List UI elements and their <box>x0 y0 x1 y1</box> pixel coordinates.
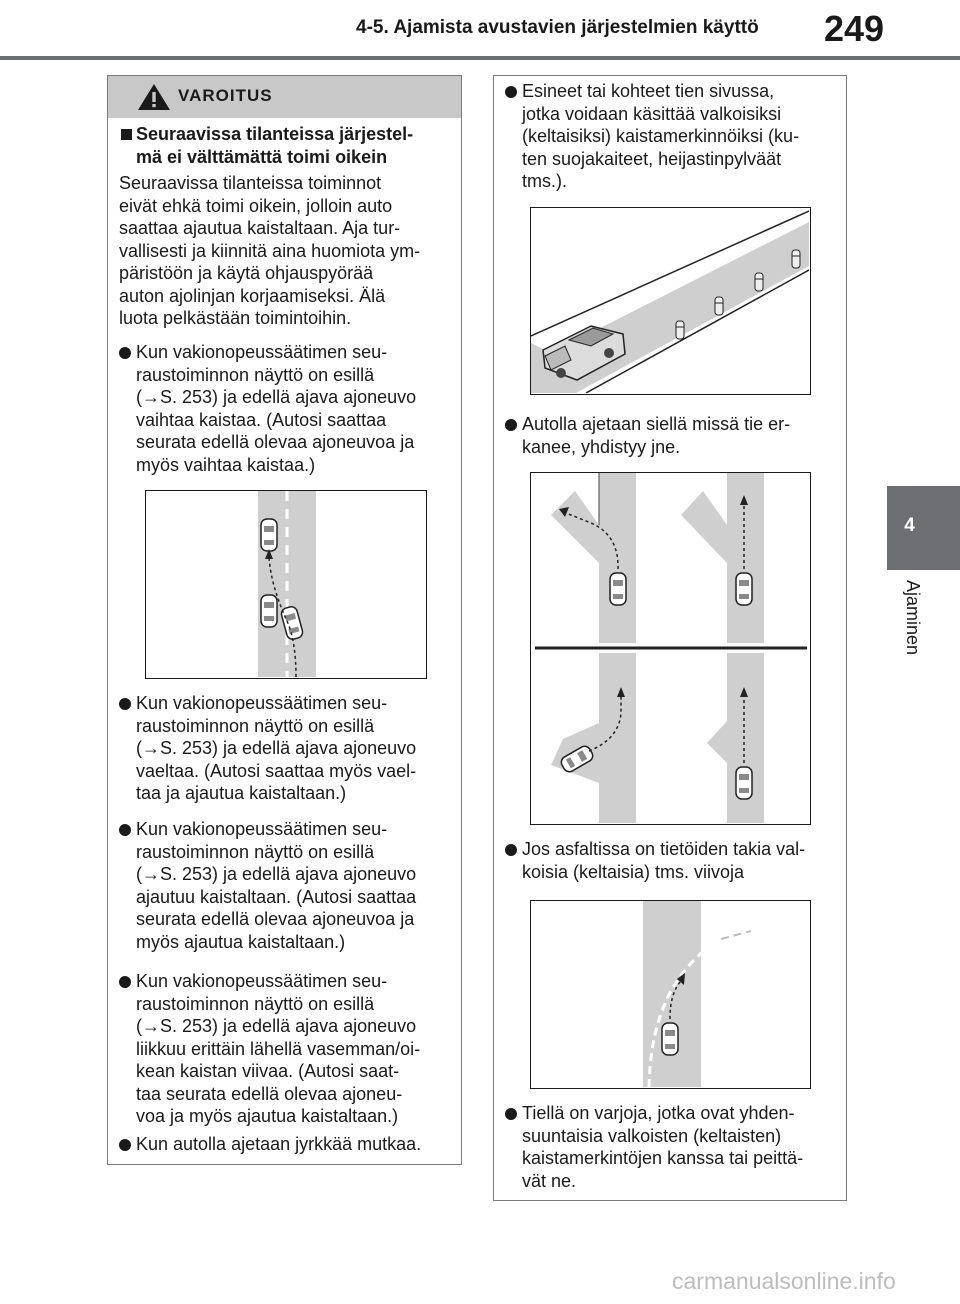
text-line: suuntaisia valkoisten (keltaisten) <box>522 1125 782 1146</box>
text-line: Esineet tai kohteet tien sivussa, <box>522 81 775 101</box>
car-icon <box>261 519 277 551</box>
text-line: kanee, yhdistyy jne. <box>522 436 681 457</box>
text-line: vaihtaa kaistaa. (Autosi saattaa <box>136 409 387 430</box>
warning-triangle-icon <box>136 82 172 112</box>
bullet-icon <box>119 976 131 988</box>
post-icon <box>676 321 684 339</box>
car-icon <box>736 573 752 605</box>
warning-bullet <box>136 1133 421 1156</box>
list-bullet <box>522 80 799 193</box>
bullet-icon <box>505 419 517 431</box>
text-line: Kun vakionopeussäätimen seu- <box>136 693 388 713</box>
text-line: luota pelkästään toimintoihin. <box>119 308 352 328</box>
text-line: auton ajolinjan korjaamiseksi. Älä <box>119 285 386 306</box>
text-line: seurata edellä olevaa ajoneuvoa ja <box>136 432 415 452</box>
warning-bullet <box>136 692 416 805</box>
text-line: Kun autolla ajetaan jyrkkää mutkaa. <box>136 1134 422 1154</box>
text-line: raustoiminnon näyttö on esillä <box>136 841 375 862</box>
text-line: tms.). <box>522 171 567 191</box>
footer-watermark: carmanualsonline.info <box>672 1268 896 1294</box>
text-line: koisia (keltaisia) tms. viivoja <box>522 861 745 882</box>
bullet-icon <box>505 844 517 856</box>
warning-banner <box>108 76 461 118</box>
car-icon <box>662 1023 678 1055</box>
text-line: Autolla ajetaan siellä missä tie er- <box>522 414 791 434</box>
text-line: myös vaihtaa kaistaa.) <box>136 454 316 475</box>
list-bullet <box>522 1102 803 1192</box>
warning-subheading <box>136 123 413 168</box>
text-line: ten suojakaiteet, heijastinpylväät <box>522 148 782 169</box>
warning-bullet <box>136 341 416 476</box>
text-line: Kun vakionopeussäätimen seu- <box>136 342 388 362</box>
square-bullet-icon <box>121 129 132 140</box>
text-line: (→S. 253) ja edellä ajava ajoneuvo <box>136 387 417 407</box>
text-line: Jos asfaltissa on tietöiden takia val- <box>522 839 806 859</box>
text-line: kean kaistan viivaa. (Autosi saat- <box>136 1061 400 1081</box>
text-line: jotka voidaan käsittää valkoisiksi <box>522 103 782 124</box>
text-line: raustoiminnon näyttö on esillä <box>136 364 375 385</box>
text-line: päristöön ja käytä ohjauspyörää <box>119 263 374 283</box>
list-bullet <box>522 838 805 883</box>
car-icon <box>736 767 752 799</box>
figure-roadside-objects <box>530 207 811 395</box>
text-line: liikkuu erittäin lähellä vasemman/oi- <box>136 1038 421 1059</box>
bullet-icon <box>119 824 131 836</box>
text-line: Tiellä on varjoja, jotka ovat yhden- <box>522 1103 795 1123</box>
chapter-tab-number: 4 <box>904 515 915 536</box>
text-line: (→S. 253) ja edellä ajava ajoneuvo <box>136 864 417 884</box>
car-icon <box>261 595 277 627</box>
bullet-icon <box>119 1139 131 1151</box>
figure-construction-lines <box>530 900 811 1089</box>
text-line: myös ajautua kaistaltaan.) <box>136 931 346 952</box>
list-bullet <box>522 413 790 458</box>
post-icon <box>715 297 723 315</box>
text-line: saattaa ajautua kaistaltaan. Aja tur- <box>119 218 401 238</box>
text-line: vaeltaa. (Autosi saattaa myös vael- <box>136 760 417 781</box>
warning-bullet <box>136 970 420 1128</box>
warning-bullet <box>136 818 416 953</box>
bullet-icon <box>505 86 517 98</box>
text-line: raustoiminnon näyttö on esillä <box>136 993 375 1014</box>
text-line: vät ne. <box>522 1170 577 1191</box>
bullet-icon <box>119 347 131 359</box>
text-line: Seuraavissa tilanteissa toiminnot <box>119 173 382 193</box>
bullet-icon <box>119 698 131 710</box>
text-line: (→S. 253) ja edellä ajava ajoneuvo <box>136 1016 417 1036</box>
text-line: Kun vakionopeussäätimen seu- <box>136 971 388 991</box>
chapter-tab-label: Ajaminen <box>903 580 923 656</box>
text-line: raustoiminnon näyttö on esillä <box>136 715 375 736</box>
text-line: eivät ehkä toimi oikein, jolloin auto <box>119 195 393 216</box>
text-line: (keltaisiksi) kaistamerkinnöiksi (ku- <box>522 126 800 146</box>
warning-intro <box>119 172 420 330</box>
figure-road-split-merge <box>530 472 811 825</box>
text-line: taa ja ajautua kaistaltaan.) <box>136 783 347 803</box>
text-line: ajautuu kaistaltaan. (Autosi saattaa <box>136 886 417 907</box>
text-line: Kun vakionopeussäätimen seu- <box>136 819 388 839</box>
warning-subheading-line: mä ei välttämättä toimi oikein <box>136 146 388 167</box>
post-icon <box>792 250 800 268</box>
post-icon <box>755 273 763 291</box>
header-rule <box>0 56 960 60</box>
figure-lane-change <box>145 490 427 679</box>
text-line: voa ja myös ajautua kaistaltaan.) <box>136 1106 399 1126</box>
bullet-icon <box>505 1108 517 1120</box>
text-line: kaistamerkintöjen kanssa tai peittä- <box>522 1148 804 1168</box>
car-icon <box>610 573 626 605</box>
text-line: vallisesti ja kiinnitä aina huomiota ym- <box>119 240 421 261</box>
page-number: 249 <box>824 8 885 49</box>
warning-title: VAROITUS <box>178 86 273 105</box>
text-line: taa seurata edellä olevaa ajoneu- <box>136 1083 403 1104</box>
section-title: 4-5. Ajamista avustavien järjestelmien käyttö <box>356 17 759 38</box>
text-line: seurata edellä olevaa ajoneuvoa ja <box>136 909 415 929</box>
warning-subheading-line: Seuraavissa tilanteissa järjestel- <box>136 124 414 144</box>
text-line: (→S. 253) ja edellä ajava ajoneuvo <box>136 738 417 758</box>
